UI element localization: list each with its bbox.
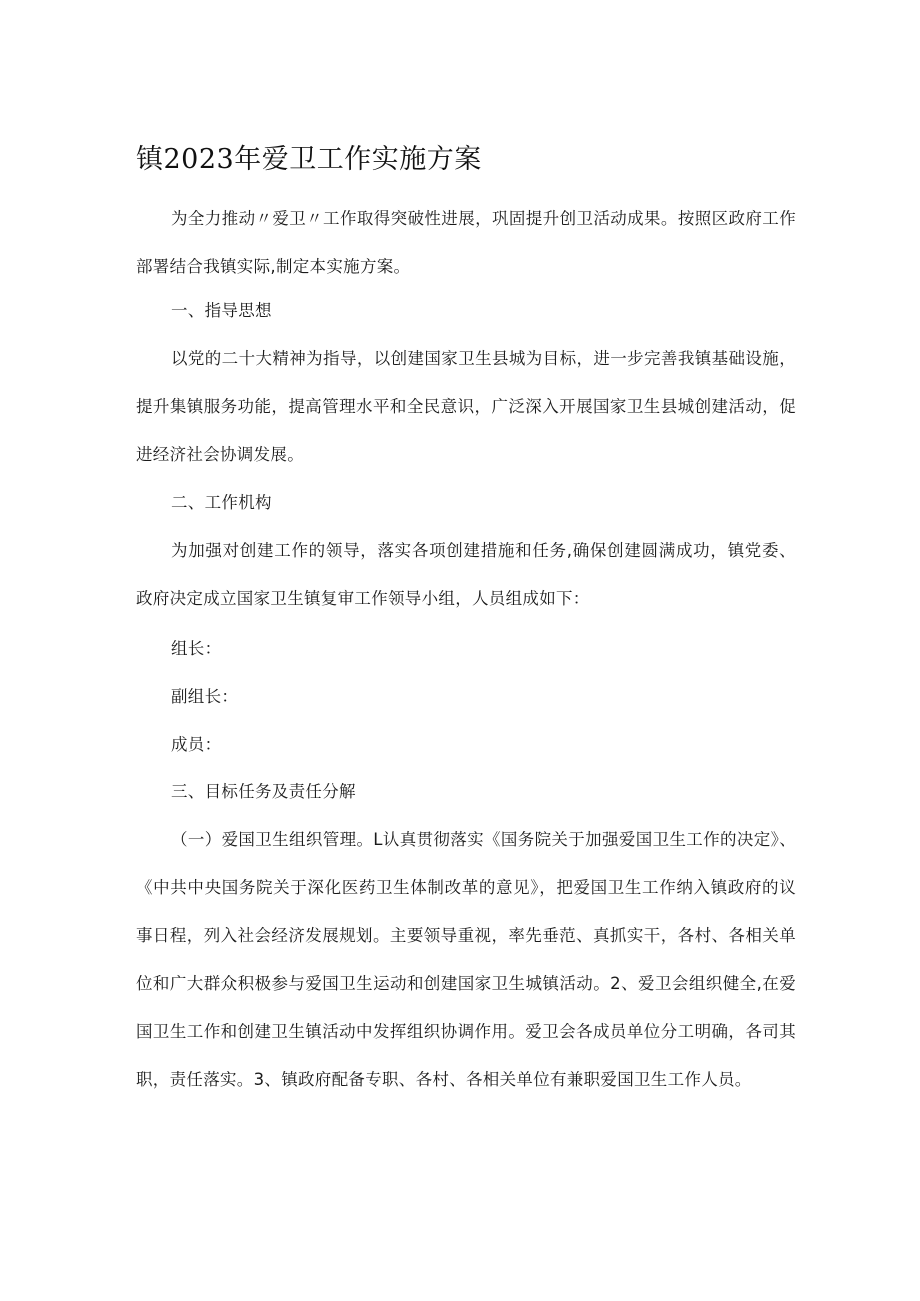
section-heading-work-organization: 二、工作机构 [171, 493, 272, 512]
members-label: 成员： [171, 735, 222, 754]
work-organization-paragraph: 为加强对创建工作的领导，落实各项创建措施和任务,确保创建圆满成功，镇党委、政府决定成立国家卫生镇复审工作领导小组，人员组成如下： [136, 541, 796, 608]
guiding-ideology-paragraph: 以党的二十大精神为指导，以创建国家卫生县城为目标，进一步完善我镇基础设施，提升集镇服务功能，提高管理水平和全民意识，广泛深入开展国家卫生县城创建活动，促进经济社会协调发展。 [136, 349, 796, 464]
section-heading-targets-tasks: 三、目标任务及责任分解 [171, 782, 356, 801]
leader-label: 组长： [171, 639, 222, 658]
patriotic-health-organization-paragraph: （一）爱国卫生组织管理。L认真贯彻落实《国务院关于加强爱国卫生工作的决定》、《中共中央国务院关于深化医药卫生体制改革的意见》，把爱国卫生工作纳入镇政府的议事日程，列入社会经济发展规划。主要领导重视，率先垂范、真抓实干，各村、各相关单位和广大群众积极参与爱国卫生运动和创建国家卫生城镇活动。2、爱卫会组织健全,在爱国卫生工作和创建卫生镇活动中发挥组织协调作用。爱卫会各成员单位分工明确，各司其职，责任落实。3、镇政府配备专职、各村、各相关单位有兼职爱国卫生工作人员。 [136, 830, 796, 1089]
section-heading-guiding-ideology: 一、指导思想 [171, 301, 272, 320]
document-title: 镇2023年爱卫工作实施方案 [136, 144, 482, 175]
deputy-leader-label: 副组长： [171, 687, 239, 706]
intro-paragraph: 为全力推动〃爱卫〃工作取得突破性进展，巩固提升创卫活动成果。按照区政府工作部署结合我镇实际,制定本实施方案。 [136, 209, 796, 276]
